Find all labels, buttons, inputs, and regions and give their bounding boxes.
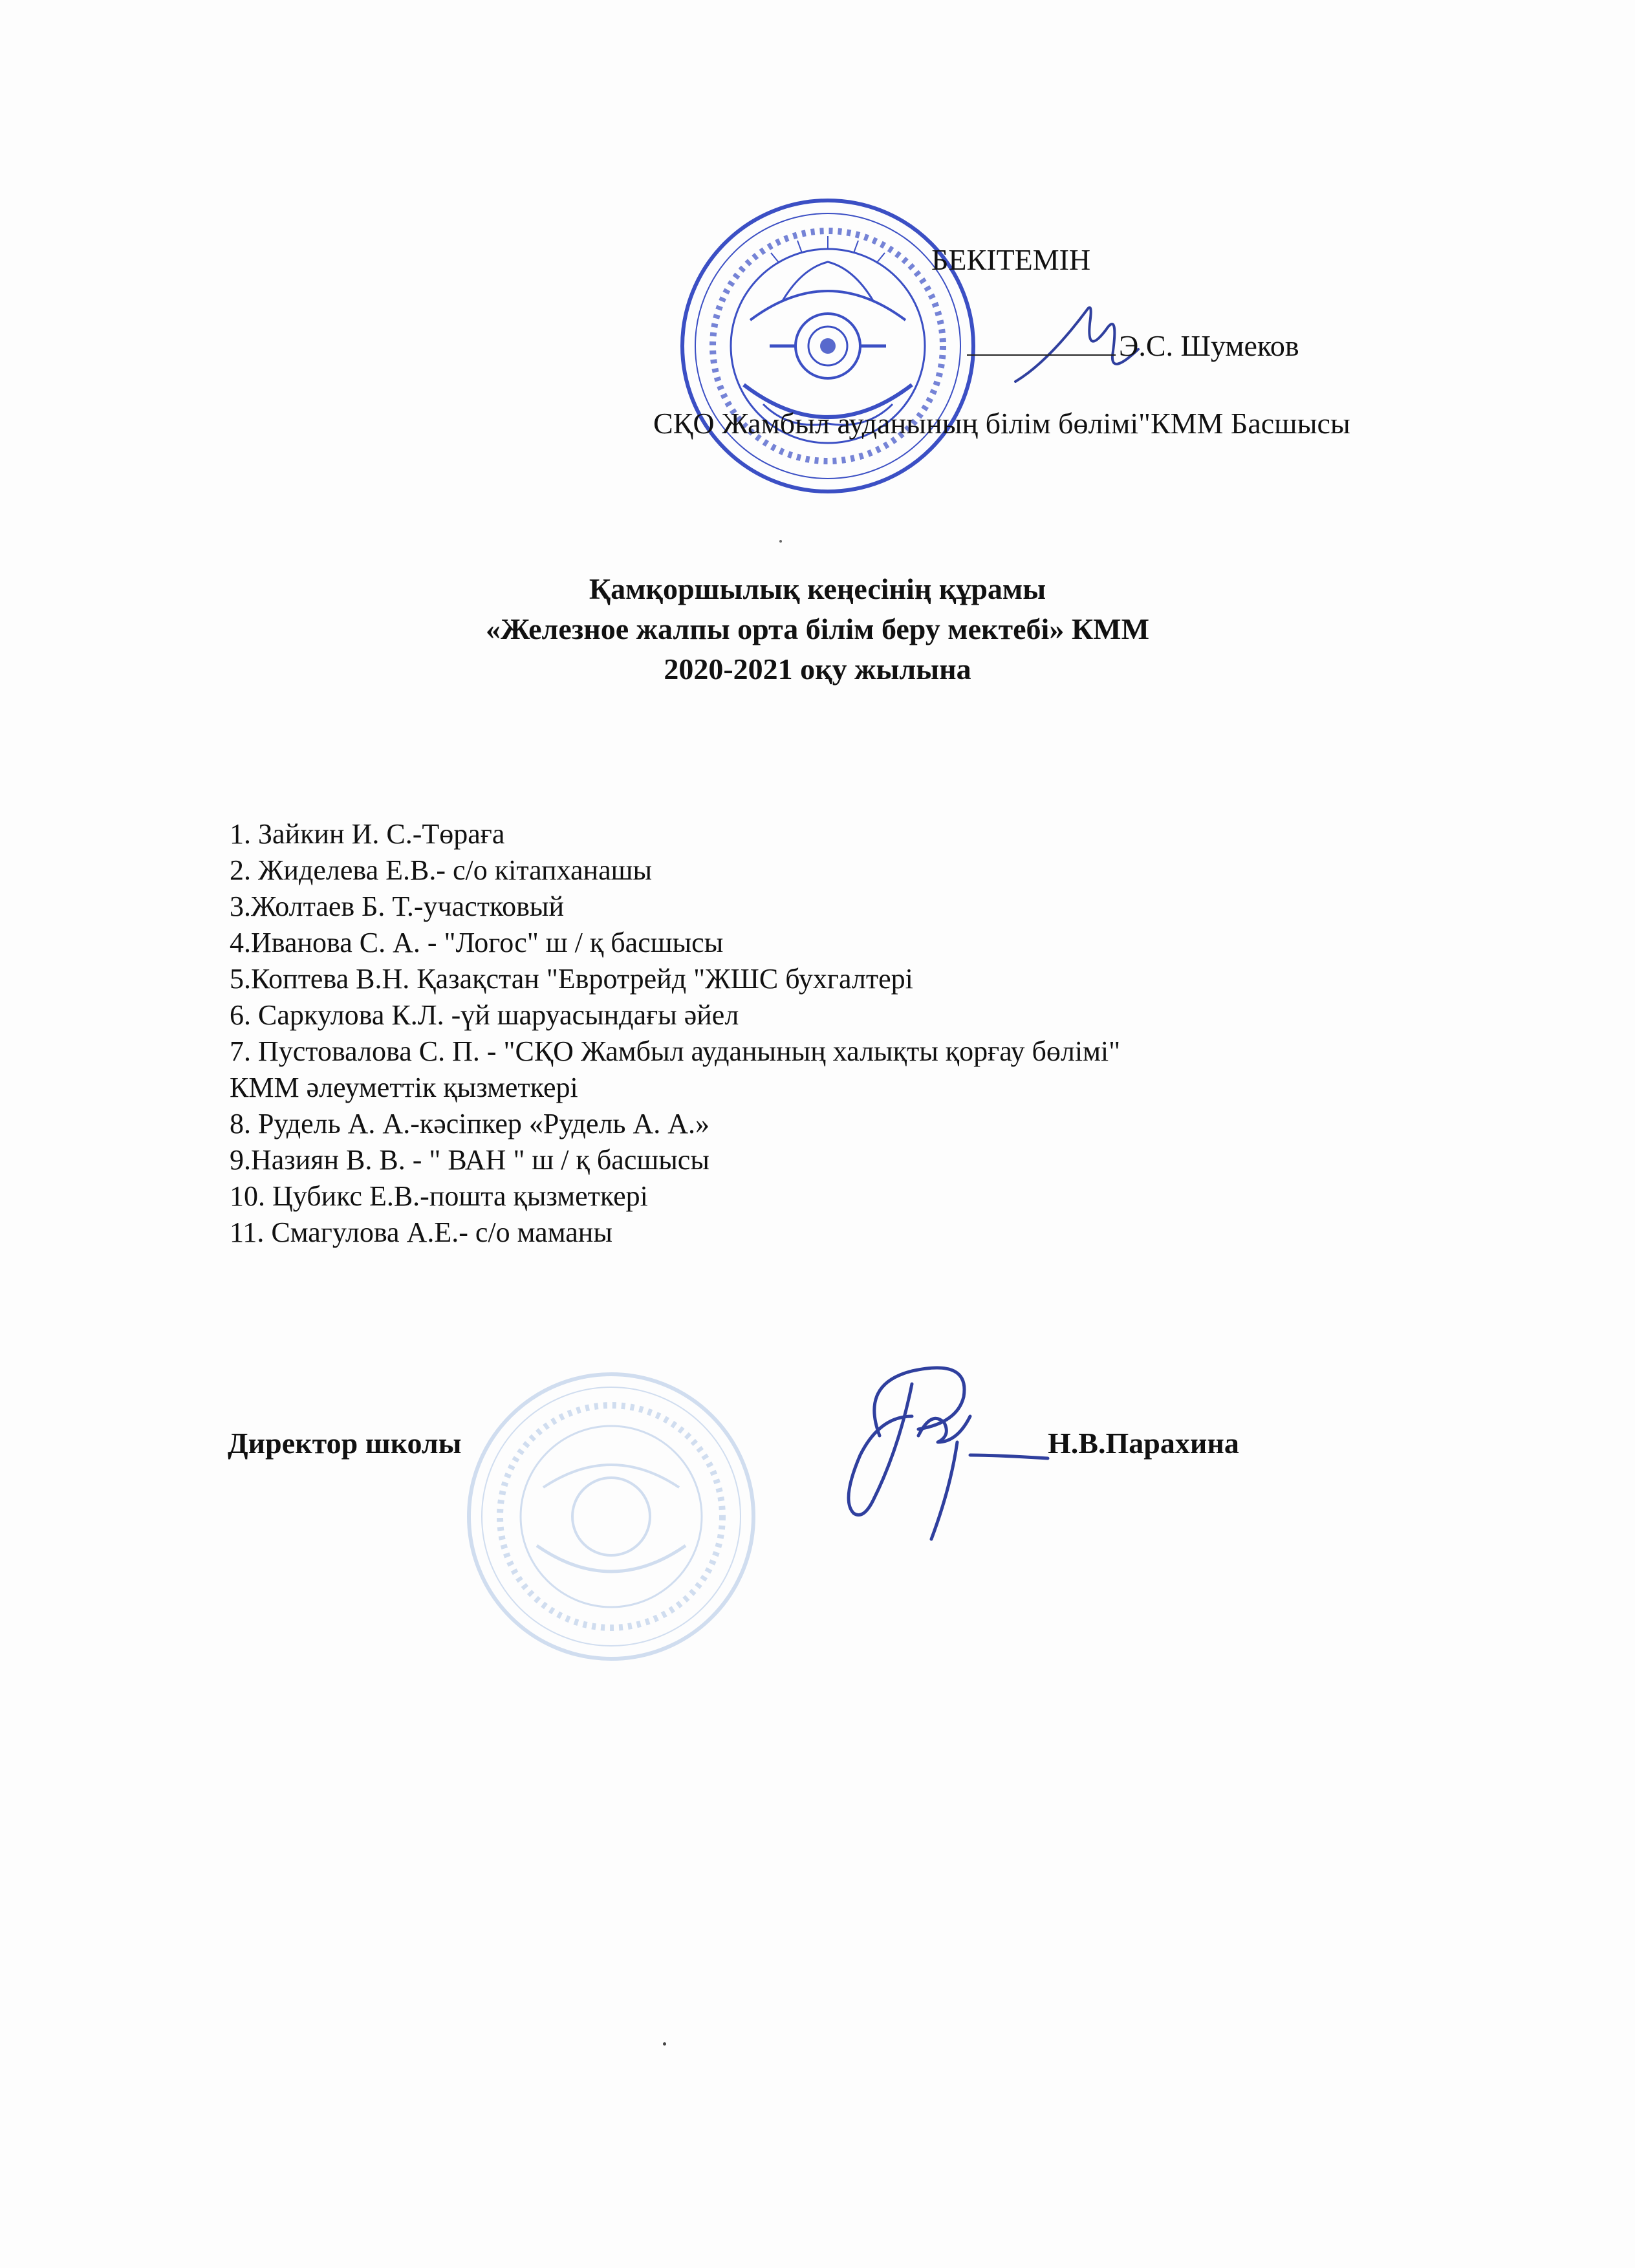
- list-item: 10. Цубикс Е.В.-пошта қызметкері: [230, 1180, 648, 1212]
- list-item: 11. Смагулова А.Е.- с/о маманы: [230, 1216, 612, 1248]
- list-item: 7. Пустовалова С. П. - "СҚО Жамбыл ауданының халықты қорғау бөлімі": [230, 1035, 1121, 1067]
- list-item: КММ әлеуметтік қызметкері: [230, 1072, 578, 1103]
- school-seal-stamp: [459, 1365, 763, 1669]
- list-item: 4.Иванова С. А. - "Логос" ш / қ басшысы: [230, 927, 724, 958]
- title-line-2: «Железное жалпы орта білім беру мектебі» КММ: [485, 612, 1150, 645]
- speck: [779, 540, 782, 543]
- list-item: 9.Назиян В. В. - " ВАН " ш / қ басшысы: [230, 1144, 709, 1176]
- document-title: [0, 569, 1635, 689]
- list-item: 3.Жолтаев Б. Т.-участковый: [230, 891, 564, 922]
- list-item: 5.Коптева В.Н. Қазақстан "Евротрейд "ЖШС бухгалтері: [230, 963, 913, 995]
- list-item: 6. Саркулова К.Л. -үй шаруасындағы әйел: [230, 999, 739, 1031]
- approve-label: БЕКІТЕМІН: [931, 243, 1091, 276]
- director-name: Н.В.Парахина: [1048, 1427, 1239, 1460]
- top-seal-stamp: [673, 191, 983, 501]
- speck: [663, 2042, 666, 2046]
- title-line-3: 2020-2021 оқу жылына: [664, 653, 971, 686]
- director-title: Директор школы: [228, 1427, 462, 1460]
- list-item: 8. Рудель А. А.-кәсіпкер «Рудель А. А.»: [230, 1108, 710, 1139]
- list-item: 2. Жиделева Е.В.- с/о кітапханашы: [230, 854, 653, 886]
- list-item: 1. Зайкин И. С.-Төраға: [230, 818, 505, 850]
- title-line-1: Қамқоршылық кеңесінің құрамы: [589, 572, 1046, 605]
- members-list: [230, 816, 1523, 1251]
- director-signature: [802, 1345, 1054, 1552]
- signature-line: [967, 354, 1116, 356]
- approver-organization: СҚО Жамбыл ауданының білім бөлімі"КММ Басшысы: [653, 407, 1350, 440]
- approver-name: Э.С. Шумеков: [1119, 329, 1299, 362]
